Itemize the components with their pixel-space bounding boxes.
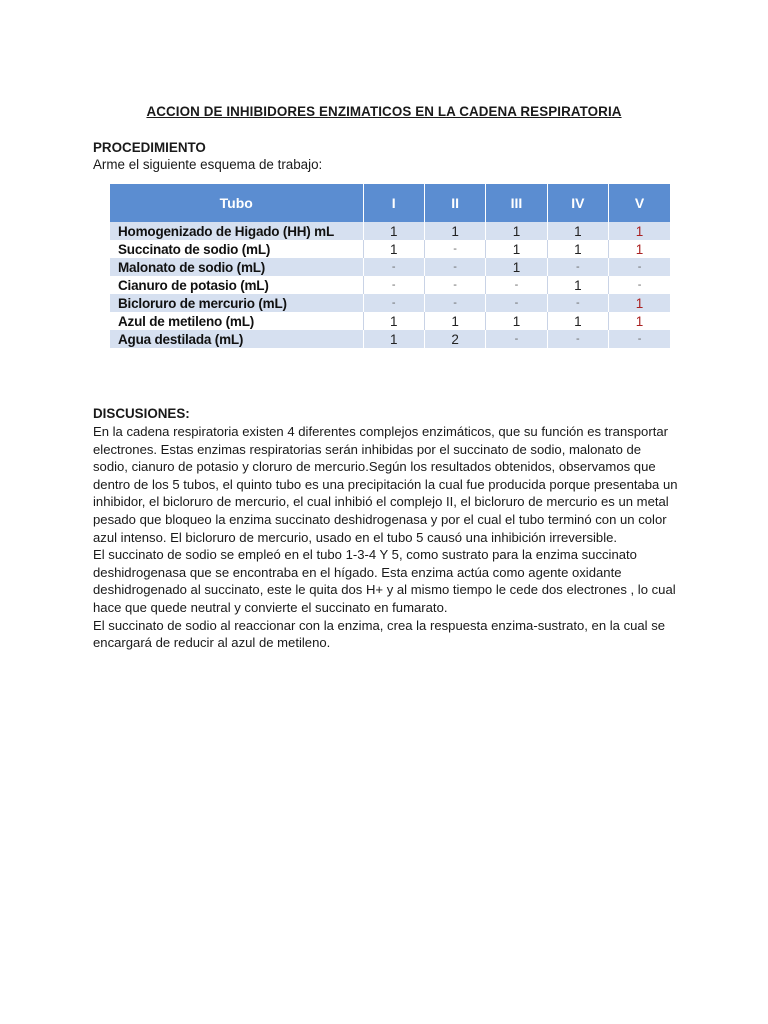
- table-cell: -: [424, 240, 485, 258]
- table-cell: -: [486, 330, 547, 348]
- header-cell: Tubo: [110, 184, 363, 222]
- discussion-paragraph: El succinato de sodio al reaccionar con la enzima, crea la respuesta enzima-sustrato, en la cual se encargará de reducir al azul de metileno.: [93, 617, 666, 651]
- table-cell: -: [486, 294, 547, 312]
- work-scheme-table: [110, 184, 670, 348]
- table-cell: -: [424, 258, 485, 276]
- table-cell: 1: [486, 258, 547, 276]
- header-cell: IV: [547, 184, 608, 222]
- row-label-cell: Cianuro de potasio (mL): [110, 276, 363, 294]
- table-cell: 2: [424, 330, 485, 348]
- table-cell: 1: [486, 240, 547, 258]
- row-label-cell: Bicloruro de mercurio (mL): [110, 294, 363, 312]
- table-cell: 1: [424, 222, 485, 240]
- discussion-heading: DISCUSIONES:: [93, 406, 190, 421]
- table-cell: -: [363, 276, 424, 294]
- table-cell: -: [547, 294, 608, 312]
- row-label-cell: Malonato de sodio (mL): [110, 258, 363, 276]
- table-cell: 1: [547, 222, 608, 240]
- table-cell: -: [363, 258, 424, 276]
- table-cell: -: [486, 276, 547, 294]
- table-row: [110, 222, 670, 240]
- work-scheme-table-container: [110, 184, 670, 348]
- table-row: [110, 276, 670, 294]
- header-cell: II: [424, 184, 485, 222]
- table-body: [110, 222, 670, 348]
- table-cell: 1: [363, 240, 424, 258]
- table-cell: 1: [609, 240, 670, 258]
- table-cell: 1: [609, 294, 670, 312]
- table-cell: 1: [547, 276, 608, 294]
- table-cell: -: [609, 276, 670, 294]
- row-label-cell: Azul de metileno (mL): [110, 312, 363, 330]
- table-cell: 1: [547, 312, 608, 330]
- table-cell: -: [547, 330, 608, 348]
- row-label-cell: Agua destilada (mL): [110, 330, 363, 348]
- table-cell: -: [609, 330, 670, 348]
- document-title: ACCION DE INHIBIDORES ENZIMATICOS EN LA CADENA RESPIRATORIA: [146, 104, 622, 119]
- table-cell: 1: [424, 312, 485, 330]
- discussion-body: [93, 423, 678, 652]
- table-cell: 1: [486, 312, 547, 330]
- table-cell: -: [363, 294, 424, 312]
- discussion-paragraph: El succinato de sodio se empleó en el tubo 1-3-4 Y 5, como sustrato para la enzima succinato deshidrogenasa que se encontraba en el hígado. Esta enzima actúa como agente oxidante deshidrogenado al succinato, este le quita dos H+ y al mismo tiempo le cede dos electrones , lo cual hace que quede neutral y convierte el succinato en fumarato.: [93, 547, 676, 615]
- table-row: [110, 312, 670, 330]
- table-row: [110, 330, 670, 348]
- table-cell: -: [547, 258, 608, 276]
- table-header-row: [110, 184, 670, 222]
- discussion-paragraph: En la cadena respiratoria existen 4 diferentes complejos enzimáticos, que su función es transportar electrones. Estas enzimas respiratorias serán inhibidas por el succinato de sodio, malonato de sodio, cianuro de potasio y cloruro de mercurio.Según los resultados obtenidos, observamos que dentro de los 5 tubos, el quinto tubo es una precipitación la cual fue producida porque presentaba un inhibidor, el bicloruro de mercurio, el cual inhibió el complejo II, el bicloruro de mercurio es un metal pesado que bloqueo la enzima succinato deshidrogenasa y por el cual el tubo terminó con un color azul intenso. El bicloruro de mercurio, usado en el tubo 5 causó una inhibición irreversible.: [93, 424, 678, 545]
- header-cell: III: [486, 184, 547, 222]
- table-cell: 1: [486, 222, 547, 240]
- row-label-cell: Homogenizado de Higado (HH) mL: [110, 222, 363, 240]
- header-cell: I: [363, 184, 424, 222]
- table-cell: -: [424, 294, 485, 312]
- header-cell: V: [609, 184, 670, 222]
- table-cell: -: [609, 258, 670, 276]
- table-row: [110, 294, 670, 312]
- table-cell: 1: [609, 222, 670, 240]
- table-row: [110, 258, 670, 276]
- table-cell: 1: [547, 240, 608, 258]
- table-cell: 1: [363, 222, 424, 240]
- procedure-text: Arme el siguiente esquema de trabajo:: [93, 157, 323, 172]
- table-row: [110, 240, 670, 258]
- row-label-cell: Succinato de sodio (mL): [110, 240, 363, 258]
- table-cell: 1: [363, 312, 424, 330]
- procedure-heading: PROCEDIMIENTO: [93, 140, 206, 155]
- table-cell: -: [424, 276, 485, 294]
- table-cell: 1: [363, 330, 424, 348]
- table-cell: 1: [609, 312, 670, 330]
